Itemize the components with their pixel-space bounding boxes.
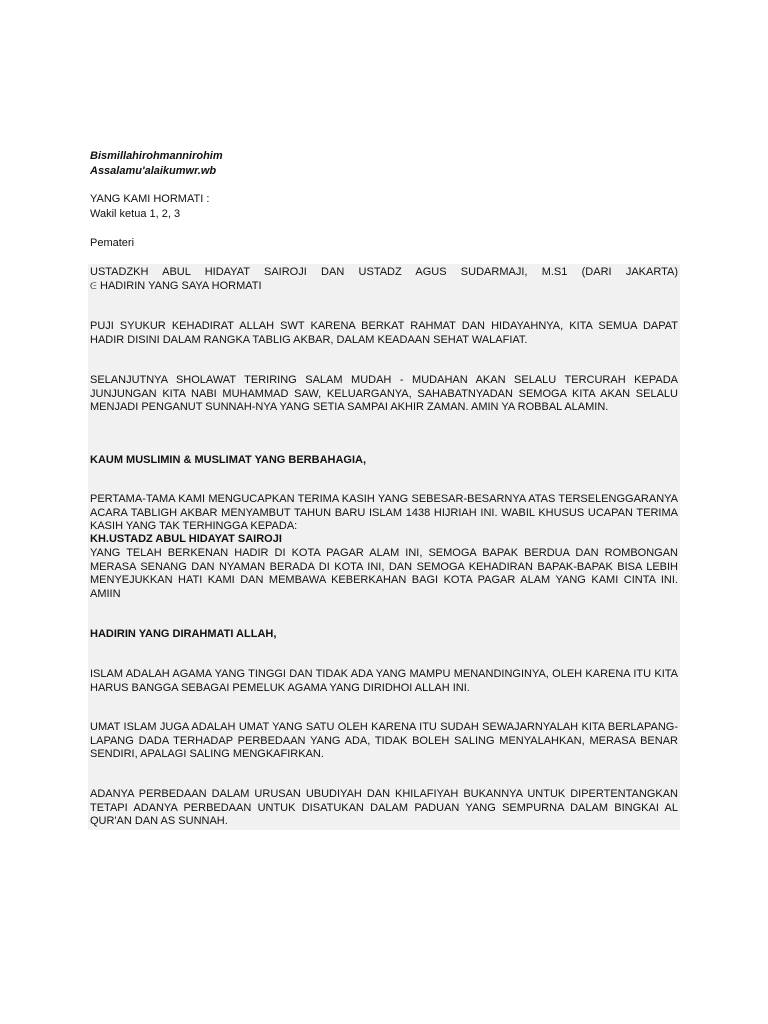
honorifics-heading: YANG KAMI HORMATI : — [90, 193, 210, 205]
kh-ustadz-name: KH.USTADZ ABUL HIDAYAT SAIROJI — [90, 533, 282, 545]
hadirin-dirahmati-heading: HADIRIN YANG DIRAHMATI ALLAH, — [90, 628, 277, 640]
basmalah-line: Bismillahirohmannirohim — [90, 150, 223, 162]
hadirin-hormati-line — [90, 280, 262, 295]
wakil-ketua-line: Wakil ketua 1, 2, 3 — [90, 208, 181, 220]
sholawat-paragraph: SELANJUTNYA SHOLAWAT TERIRING SALAM MUDAH - MUDAHAN AKAN SELALU TERCURAH KEPADA JUNJUNGAN KITA NABI MUHAMMAD SAW, KELUARGANYA, SAHABATNYADAN SEMOGA KITA AKAN SELALU MENJADI PENGANUT SUNNAH-NYA YANG SETIA SAMPAI AKHIR ZAMAN. AMIN YA ROBBAL ALAMIN. — [90, 374, 678, 413]
salam-line: Assalamu'alaikumwr.wb — [90, 165, 217, 177]
pemateri-line: Pemateri — [90, 237, 135, 249]
adanya-perbedaan-paragraph: ADANYA PERBEDAAN DALAM URUSAN UBUDIYAH DAN KHILAFIYAH BUKANNYA UNTUK DIPERTENTANGKAN TETAPI ADANYA PERBEDAAN UNTUK DISATUKAN DALAM PADUAN YANG SEMPURNA DALAM BINGKAI AL QUR'AN DAN AS SUNNAH. — [90, 788, 678, 827]
umat-islam-paragraph: UMAT ISLAM JUGA ADALAH UMAT YANG SATU OLEH KARENA ITU SUDAH SEWAJARNYALAH KITA BERLAPANG-LAPANG DADA TERHADAP PERBEDAAN YANG ADA, TIDAK BOLEH SALING MENYALAHKAN, MERASA BENAR SENDIRI, APALAGI SALING MENGKAFIRKAN. — [90, 721, 678, 760]
yang-telah-paragraph: YANG TELAH BERKENAN HADIR DI KOTA PAGAR ALAM INI, SEMOGA BAPAK BERDUA DAN ROMBONGAN MERASA SENANG DAN NYAMAN BERADA DI KOTA INI, DAN SEMOGA KEHADIRAN BAPAK-BAPAK BISA LEBIH MENYEJUKKAN HATI KAMI DAN MEMBAWA KEBERKAHAN BAGI KOTA PAGAR ALAM YANG KAMI CINTA INI. AMIIN — [90, 547, 678, 600]
kaum-muslimin-heading: KAUM MUSLIMIN & MUSLIMAT YANG BERBAHAGIA, — [90, 454, 367, 466]
ustadz-line: USTADZKH ABUL HIDAYAT SAIROJI DAN USTADZ AGUS SUDARMAJI, M.S1 (DARI JAKARTA) — [90, 266, 678, 278]
hadirin-hormati-text: HADIRIN YANG SAYA HORMATI — [100, 280, 262, 292]
bullet-icon: ᕮ — [90, 282, 97, 292]
puji-syukur-paragraph: PUJI SYUKUR KEHADIRAT ALLAH SWT KARENA BERKAT RAHMAT DAN HIDAYAHNYA, KITA SEMUA DAPAT HADIR DISINI DALAM RANGKA TABLIG AKBAR, DALAM KEADAAN SEHAT WALAFIAT. — [90, 320, 678, 346]
islam-paragraph: ISLAM ADALAH AGAMA YANG TINGGI DAN TIDAK ADA YANG MAMPU MENANDINGINYA, OLEH KARENA ITU KITA HARUS BANGGA SEBAGAI PEMELUK AGAMA YANG DIRIDHOI ALLAH INI. — [90, 668, 678, 694]
pertama-paragraph: PERTAMA-TAMA KAMI MENGUCAPKAN TERIMA KASIH YANG SEBESAR-BESARNYA ATAS TERSELENGGARANYA ACARA TABLIGH AKBAR MENYAMBUT TAHUN BARU ISLAM 1438 HIJRIAH INI. WABIL KHUSUS UCAPAN TERIMA KASIH YANG TAK TERHINGGA KEPADA: — [90, 493, 678, 532]
